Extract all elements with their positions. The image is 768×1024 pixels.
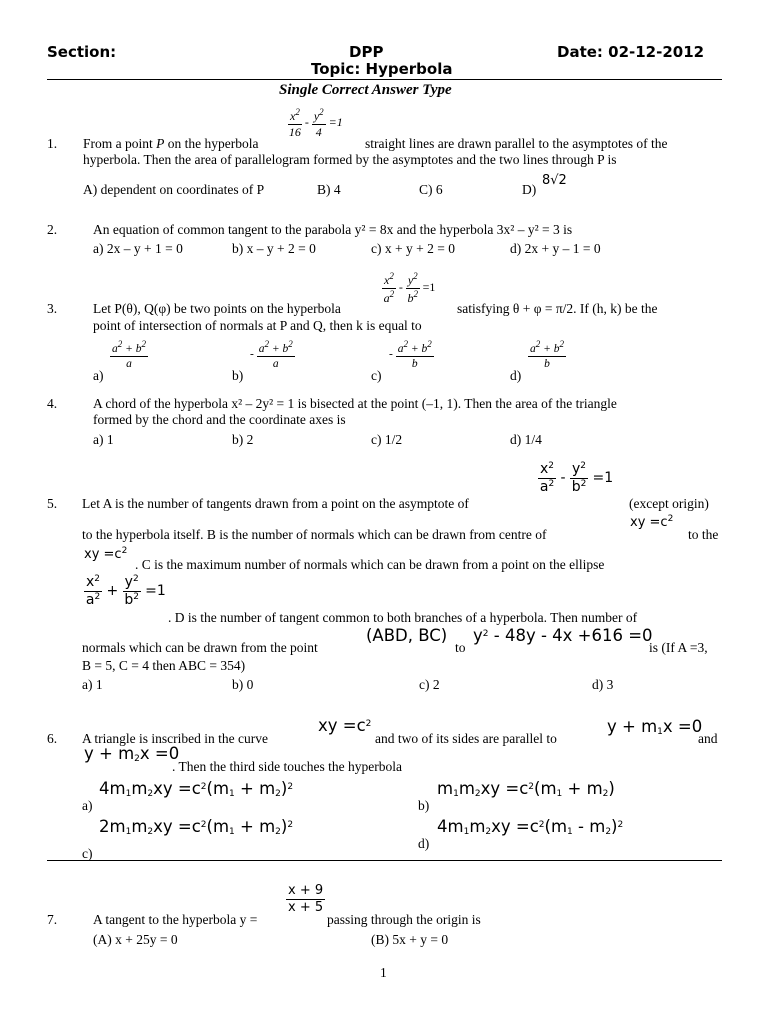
q7-number: 7. xyxy=(47,912,58,927)
q1-hyperbola-equation: $\frac{x^2}{16}$ - $\frac{y^2}{4}$ =1 xyxy=(288,107,343,139)
q5-is: is (If A =3, xyxy=(649,640,708,655)
q5-line2-end: to the xyxy=(688,527,719,542)
q4-option-b: b) 2 xyxy=(232,432,254,447)
q2-option-a: a) 2x – y + 1 = 0 xyxy=(93,241,183,256)
q6-option-d-label: d) xyxy=(418,836,430,851)
q5-curve-xy-2: xy $=c^2$ xyxy=(84,546,128,562)
q5-option-b: b) 0 xyxy=(232,677,254,692)
q7-text-start: A tangent to the hyperbola y = xyxy=(93,912,258,927)
q5-point-abd-bc: (ABD, BC) xyxy=(366,626,448,645)
q7-text-end: passing through the origin is xyxy=(327,912,481,927)
section-divider xyxy=(47,860,722,861)
q3-number: 3. xyxy=(47,301,58,316)
q5-curve-xy-1: xy $=c^2$ xyxy=(630,514,674,530)
q1-number: 1. xyxy=(47,136,58,151)
q1-option-a: A) dependent on coordinates of P xyxy=(83,182,265,197)
q7-option-b: (B) 5x + y = 0 xyxy=(371,932,449,947)
q6-line1: A triangle is inscribed in the curve xyxy=(82,731,268,746)
q5-line4: . D is the number of tangent common to both branches of a hyperbola. Then number of xyxy=(168,610,638,625)
q6-line-m2: $y + m_2x =0$ xyxy=(84,744,180,764)
q5-option-d: d) 3 xyxy=(592,677,614,692)
q5-hyperbola-equation: $\frac{x^2}{a^2}$ - $\frac{y^2}{b^2}$ =1 xyxy=(539,461,614,495)
dpp-label: DPP xyxy=(349,43,384,61)
q5-line2: to the hyperbola itself. B is the number of normals which can be drawn from centre of xyxy=(82,527,547,542)
q6-option-b-equation: $m_1m_2xy =c^2(m_1 + m_2)$ xyxy=(437,779,615,799)
q2-option-d: d) 2x + y – 1 = 0 xyxy=(510,241,601,256)
q4-line1: A chord of the hyperbola x² – 2y² = 1 is bisected at the point (–1, 1). Then the area of the triangle xyxy=(93,396,617,411)
q1-option-c: C) 6 xyxy=(419,182,443,197)
q6-line1-mid: and two of its sides are parallel to xyxy=(375,731,557,746)
q5-parabola-equation: $y^2 - 48y - 4x +616 =0$ xyxy=(473,626,653,645)
q3-text-end: satisfying θ + φ = π/2. If (h, k) be the xyxy=(457,301,658,316)
q3-option-c-label: c) xyxy=(371,368,382,383)
q7-fraction: $\frac{x + 9}{x + 5}$ xyxy=(288,883,324,915)
q4-option-c: c) 1/2 xyxy=(371,432,403,447)
date-label: Date: 02-12-2012 xyxy=(557,43,705,61)
q3-line2: point of intersection of normals at P and Q, then k is equal to xyxy=(93,318,422,333)
header-rule xyxy=(47,79,722,80)
q1-option-b: B) 4 xyxy=(317,182,341,197)
q5-line3: . C is the maximum number of normals which can be drawn from a point on the ellipse xyxy=(135,557,605,572)
q6-line-m1: $y + m_1x =0$ xyxy=(607,717,703,737)
q6-curve-xy: xy $=c^2$ xyxy=(318,716,372,735)
q3-option-a-label: a) xyxy=(93,368,104,383)
q5-to: to xyxy=(455,640,466,655)
page-number: 1 xyxy=(380,965,387,980)
q6-number: 6. xyxy=(47,731,58,746)
q5-ellipse-equation: $\frac{x^2}{a^2}$ + $\frac{y^2}{b^2}$ =1 xyxy=(85,574,166,608)
q4-option-d: d) 1/4 xyxy=(510,432,542,447)
q5-line1-end: (except origin) xyxy=(629,496,709,511)
q6-option-c-equation: $2m_1m_2xy =c^2(m_1 + m_2)^2$ xyxy=(99,817,294,837)
q6-option-a-label: a) xyxy=(82,798,93,813)
q5-option-a: a) 1 xyxy=(82,677,103,692)
q2-option-c: c) x + y + 2 = 0 xyxy=(371,241,455,256)
q6-option-d-equation: $4m_1m_2xy =c^2(m_1 - m_2)^2$ xyxy=(437,817,624,837)
topic-label: Topic: Hyperbola xyxy=(311,60,453,78)
q6-and: and xyxy=(698,731,718,746)
q6-option-c-label: c) xyxy=(82,846,93,861)
q6-option-b-label: b) xyxy=(418,798,430,813)
q4-number: 4. xyxy=(47,396,58,411)
q3-option-d-fraction: $\frac{a^2 + b^2}{b}$ xyxy=(530,339,565,371)
q3-option-b-fraction: - $\frac{a^2 + b^2}{a}$ xyxy=(250,339,293,371)
q1-line2: hyperbola. Then the area of parallelogram formed by the asymptotes and the two lines through P is xyxy=(83,152,617,167)
q1-option-d-math: 8√2 xyxy=(542,173,567,188)
q3-option-d-label: d) xyxy=(510,368,522,383)
section-subtitle: Single Correct Answer Type xyxy=(279,82,452,98)
q3-option-c-fraction: - $\frac{a^2 + b^2}{b}$ xyxy=(389,339,432,371)
q5-number: 5. xyxy=(47,496,58,511)
q7-option-a: (A) x + 25y = 0 xyxy=(93,932,178,947)
q1-option-d: D) xyxy=(522,182,537,197)
q4-option-a: a) 1 xyxy=(93,432,114,447)
q1-text-start: From a point P on the hyperbola xyxy=(83,136,259,151)
q2-text: An equation of common tangent to the parabola y² = 8x and the hyperbola 3x² – y² = 3 is xyxy=(93,222,573,237)
q6-option-a-equation: $4m_1m_2xy =c^2(m_1 + m_2)^2$ xyxy=(99,779,294,799)
section-label: Section: xyxy=(47,43,117,61)
q3-option-b-label: b) xyxy=(232,368,244,383)
q5-line6: B = 5, C = 4 then ABC = 354) xyxy=(82,658,246,673)
q1-text-end: straight lines are drawn parallel to the asymptotes of the xyxy=(365,136,668,151)
q4-line2: formed by the chord and the coordinate axes is xyxy=(93,412,346,427)
q3-hyperbola-equation: $\frac{x^2}{a^2}$ - $\frac{y^2}{b^2}$ =1 xyxy=(383,271,436,305)
q3-option-a-fraction: $\frac{a^2 + b^2}{a}$ xyxy=(112,339,147,371)
q2-number: 2. xyxy=(47,222,58,237)
q3-text-start: Let P(θ), Q(φ) be two points on the hyperbola xyxy=(93,301,341,316)
q5-line1: Let A is the number of tangents drawn from a point on the asymptote of xyxy=(82,496,469,511)
q2-option-b: b) x – y + 2 = 0 xyxy=(232,241,316,256)
q5-line5: normals which can be drawn from the point xyxy=(82,640,318,655)
q6-line2: . Then the third side touches the hyperbola xyxy=(172,759,402,774)
q5-option-c: c) 2 xyxy=(419,677,440,692)
